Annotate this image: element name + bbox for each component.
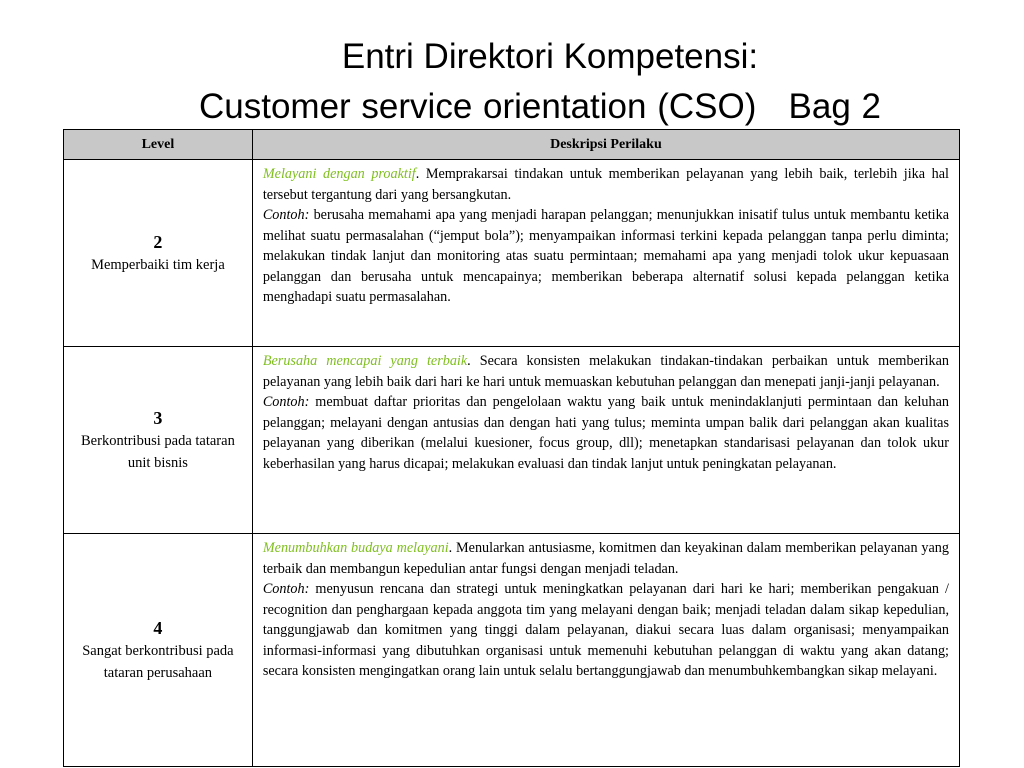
summary-text: . Menularkan antusiasme, komitmen dan keyakinan dalam memberikan pelayanan yang terbaik dan membangun kepedulian antar fungsi dengan menjadi teladan. [262, 540, 949, 577]
header-description: Deskripsi Perilaku [252, 130, 959, 160]
description-summary [263, 164, 949, 205]
example-label: Contoh: [262, 207, 310, 223]
description-cell [252, 534, 959, 767]
description-example [263, 205, 949, 308]
summary-text: . Secara konsisten melakukan tindakan-tindakan perbaikan untuk memberikan pelayanan yang lebih baik dari hari ke hari untuk memuaskan kebutuhan pelanggan dan menepati janji-janji pelayanan. [262, 353, 949, 390]
description-example [263, 579, 949, 682]
slide-title [0, 32, 1024, 132]
header-level: Level [64, 130, 253, 160]
table-row [64, 534, 960, 767]
example-text: berusaha memahami apa yang menjadi harapan pelanggan; menunjukkan inisatif tulus untuk membantu ketika melihat suatu permasalahan (“jemput bola”); menyampaikan informasi terkini kepada pelanggan tanpa perlu diminta; melakukan tindak lanjut dan monitoring atas suatu permintaan; memahami apa yang menjadi tolok ukur kepuasaan pelanggan dan berusaha untuk mencapainya; memberikan beberapa alternatif solusi kepada pelanggan ketika menghadapi suatu permasalahan. [262, 207, 949, 305]
title-line-1: Entri Direktori Kompetensi: [341, 37, 759, 76]
description-summary [263, 351, 949, 392]
summary-text: . Memprakarsai tindakan untuk memberikan pelayanan yang lebih baik, terlebih jika hal tersebut tergantung dari yang bersangkutan. [262, 166, 949, 203]
example-label: Contoh: [262, 394, 310, 410]
table-header-row [64, 130, 960, 160]
level-number: 2 [153, 232, 163, 252]
description-example [263, 392, 949, 474]
example-label: Contoh: [262, 581, 310, 597]
level-cell [64, 347, 253, 534]
level-name: Berkontribusi pada tataran unit bisnis [81, 433, 235, 471]
behavior-keyword: Melayani dengan proaktif [262, 166, 416, 182]
table-row [64, 160, 960, 347]
example-text: membuat daftar prioritas dan pengelolaan waktu yang baik untuk menindaklanjuti permintaan dan keluhan pelanggan; melayani dengan antusias dan dengan hati yang tulus; meminta umpan balik dari pelanggan akan kualitas pelayanan yang diberikan (melalui kuesioner, focus group, dll); menetapkan standarisasi pelayanan dan tolok ukur keberhasilan yang harus dicapai; melakukan evaluasi dan tindak lanjut untuk peningkatan pelayanan. [262, 394, 949, 472]
level-name: Memperbaiki tim kerja [91, 257, 225, 273]
example-text: menyusun rencana dan strategi untuk meningkatkan pelayanan dari hari ke hari; memberikan pengakuan / recognition dan penghargaan kepada anggota tim yang melayani dengan baik; menjadi teladan dalam sikap kepedulian, tanggungjawab dan komitmen yang tinggi dalam pelayanan, diakui secara luas dalam organisasi; menyampaikan informasi-informasi yang dibutuhkan organisasi untuk memenuhi kebutuhan pelanggan di waktu yang akan datang; secara konsisten mengingatkan orang lain untuk selalu bertanggungjawab dan menumbuhkembangkan sikap melayani. [262, 581, 949, 679]
behavior-keyword: Berusaha mencapai yang terbaik [262, 353, 468, 369]
description-summary [263, 538, 949, 579]
level-number: 3 [153, 408, 163, 428]
competency-table [63, 129, 960, 767]
description-cell [252, 160, 959, 347]
level-number: 4 [153, 618, 163, 638]
level-name: Sangat berkontribusi pada tataran perusahaan [82, 643, 234, 681]
title-line-2: Customer service orientation (CSO) Bag 2 [199, 87, 881, 126]
behavior-keyword: Menumbuhkan budaya melayani [262, 540, 449, 556]
level-cell [64, 160, 253, 347]
table-row [64, 347, 960, 534]
description-cell [252, 347, 959, 534]
level-cell [64, 534, 253, 767]
